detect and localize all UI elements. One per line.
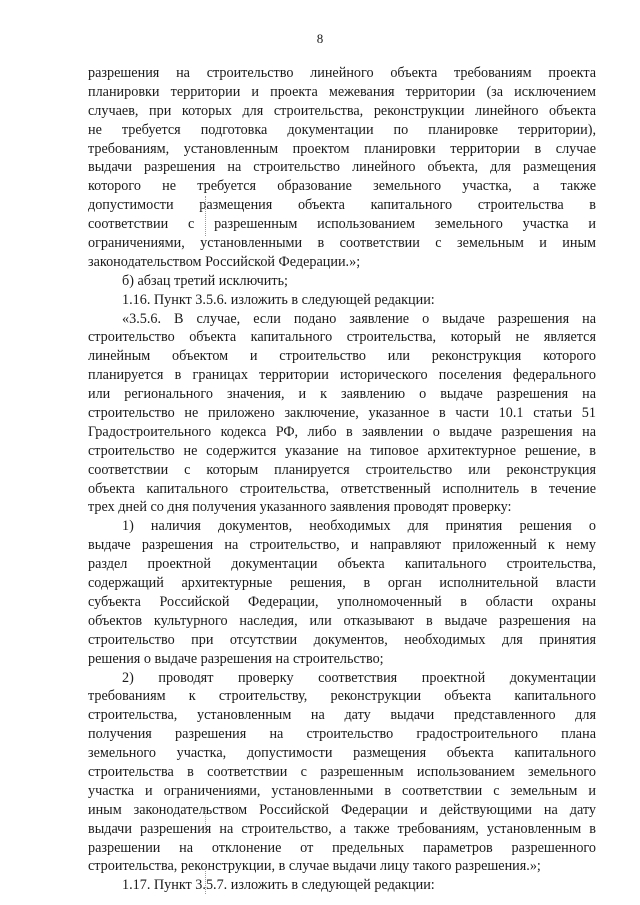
text-line: соответствии с которым планируется строительство или реконструкция (88, 461, 596, 478)
text-line: выдачи разрешения на строительство линейного объекта, для размещения (88, 159, 596, 176)
text-line: решения о выдаче разрешения на строительство; (88, 650, 384, 667)
text-line: планируется в границах территории исторического поселения федерального (88, 367, 596, 384)
text-line: получения разрешения на строительство градостроительного плана (88, 726, 596, 743)
text-line: не требуется подготовка документации по планировке территории), (88, 121, 596, 138)
text-line: разрешении на отклонение от предельных параметров разрешенного (88, 839, 596, 856)
text-line: требованиям, установленным проектом планировки территории в случае (88, 140, 596, 157)
text-line: иным законодательством Российской Федерации и действующими на дату (88, 801, 596, 818)
text-line: строительство объекта капитального строительства, который не является (88, 329, 596, 346)
text-line: строительства, реконструкции, в случае выдачи лицу такого разрешения.»; (88, 858, 541, 875)
text-line: строительство при отсутствии документов, необходимых для принятия (88, 631, 596, 648)
text-line: 2) проводят проверку соответствия проектной документации (122, 669, 596, 686)
text-line: линейным объектом и строительство или реконструкция которого (88, 348, 596, 365)
text-line: строительства в соответствии с разрешенным использованием земельного (88, 763, 596, 780)
text-line: раздел проектной документации объекта капитального строительства, (88, 556, 596, 573)
text-line: строительства, установленным на дату выдачи представленного для (88, 707, 596, 724)
text-line: выдачи разрешения на строительство, а также требованиям, установленным в (88, 820, 596, 837)
text-line: выдаче разрешения на строительство, и направляют приложенный к нему (88, 537, 596, 554)
text-line: строительство не содержится указание на типовое архитектурное решение, в (88, 442, 596, 459)
text-line: объекта капитального строительства, ответственный исполнитель в течение (88, 480, 596, 497)
text-line: субъекта Российской Федерации, уполномоченный в области охраны (88, 593, 596, 610)
text-line: трех дней со дня получения указанного заявления проводят проверку: (88, 499, 512, 516)
text-line: законодательством Российской Федерации.»; (88, 253, 361, 270)
text-line: 1) наличия документов, необходимых для принятия решения о (122, 518, 596, 535)
text-line: соответствии с разрешенным использованием земельного участка и (88, 216, 596, 233)
text-line: участка и ограничениями, установленными в соответствии с земельным и (88, 782, 596, 799)
text-line: ограничениями, установленными в соответствии с земельным и иным (88, 235, 596, 252)
text-line: случаев, при которых для строительства, реконструкции линейного объекта (88, 102, 596, 119)
text-line: б) абзац третий исключить; (122, 272, 289, 289)
text-line: Градостроительного кодекса РФ, либо в заявлении о выдаче разрешения на (88, 423, 596, 440)
text-line: объектов культурного наследия, или отказывают в выдаче разрешения на (88, 612, 596, 629)
text-line: «3.5.6. В случае, если подано заявление о выдаче разрешения на (122, 310, 596, 327)
text-line: разрешения на строительство линейного объекта требованиям проекта (88, 65, 596, 81)
text-line: планировки территории и проекта межевания территории (за исключением (88, 83, 596, 100)
scan-artifact-mark (205, 808, 207, 830)
scan-artifact-mark (205, 196, 207, 236)
text-line: содержащий архитектурные решения, в орган исполнительной власти (88, 575, 596, 592)
scan-artifact-mark (205, 864, 207, 894)
text-line: земельного участка, допустимости размещения объекта капитального (88, 745, 596, 762)
text-line: допустимости размещения объекта капитального строительства в (88, 197, 596, 214)
text-line: 1.16. Пункт 3.5.6. изложить в следующей редакции: (122, 291, 435, 308)
document-body (88, 64, 596, 895)
text-line: требованиям к строительству, реконструкции объекта капитального (88, 688, 596, 705)
text-line: которого не требуется образование земельного участка, а также (88, 178, 596, 195)
text-line: или регионального значения, и к заявлению о выдаче разрешения на (88, 386, 596, 403)
text-line: 1.17. Пункт 3.5.7. изложить в следующей редакции: (122, 877, 435, 894)
text-line: строительство не приложено заключение, указанное в части 10.1 статьи 51 (88, 405, 596, 422)
page-number: 8 (316, 31, 324, 46)
